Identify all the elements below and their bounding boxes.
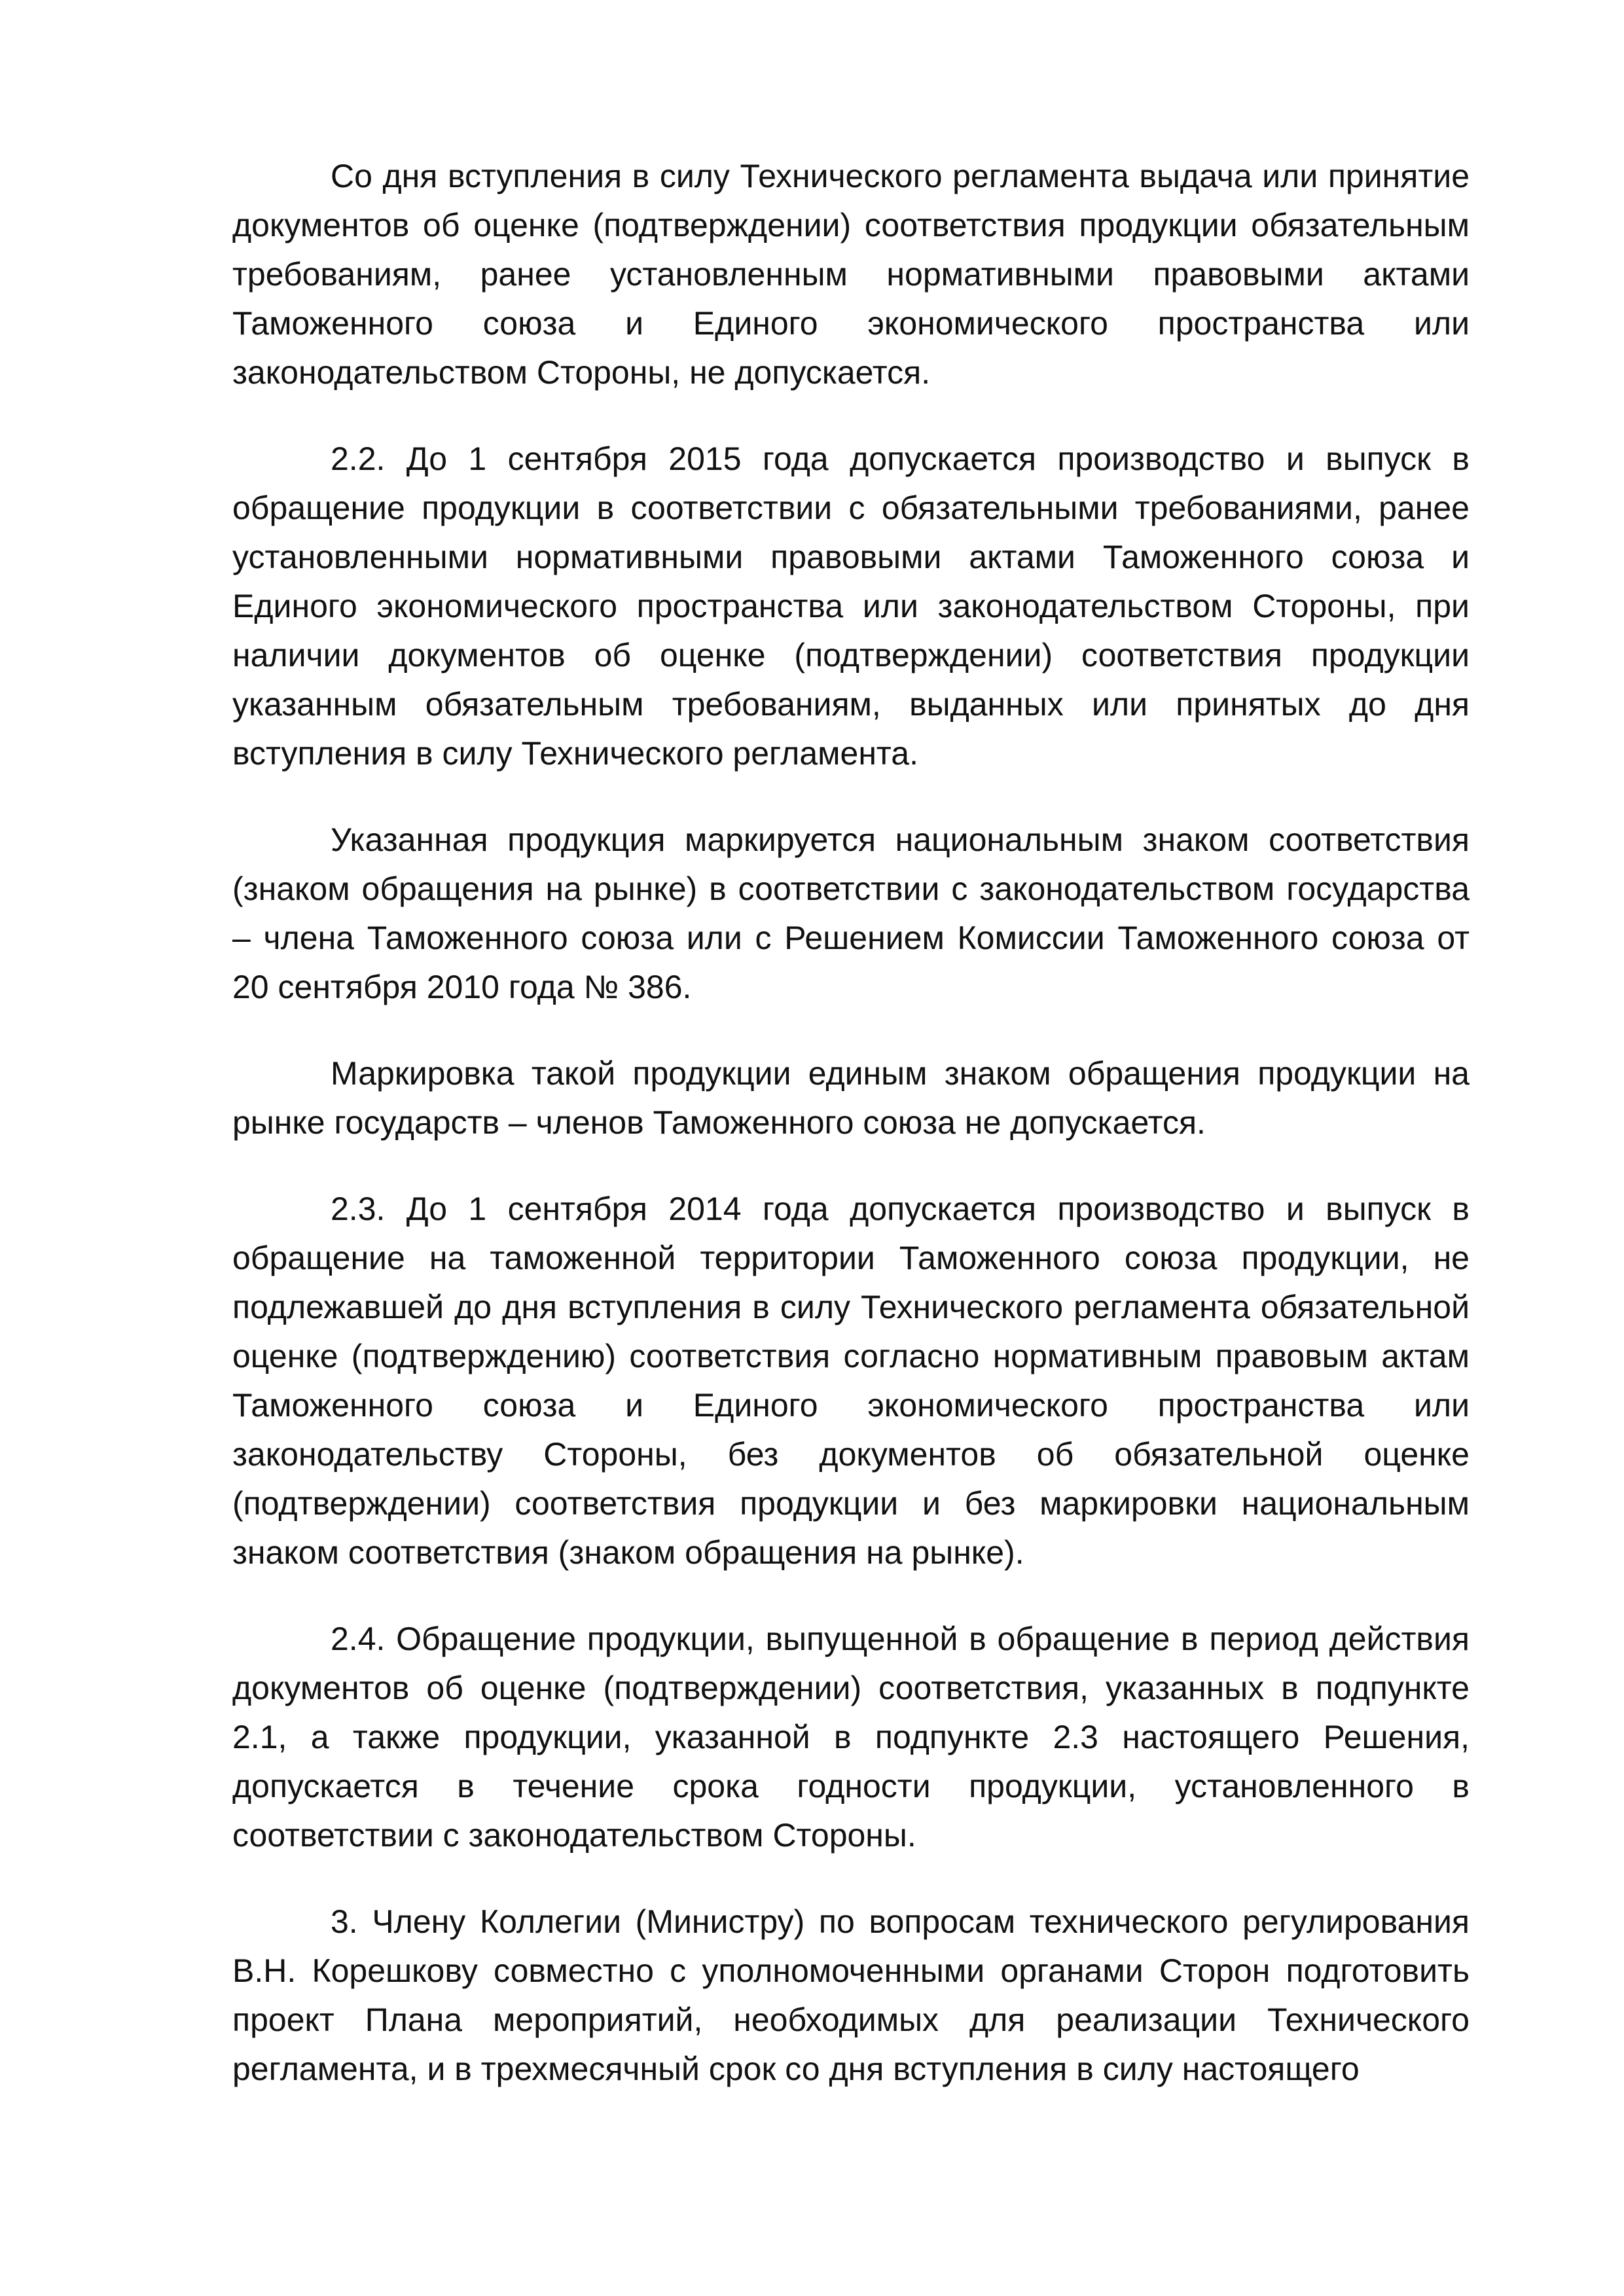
paragraph-2-3: 2.3. До 1 сентября 2014 года допускается производство и выпуск в обращение на таможенной территории Таможенного союза продукции, не подлежавшей до дня вступления в силу Технического регламента обязательной оценке (подтверждению) соответствия согласно нормативным правовым актам Таможенного союза и Единого экономического пространства или законодательству Стороны, без документов об обязательной оценке (подтверждении) соответствия продукции и без маркировки национальным знаком соответствия (знаком обращения на рынке). <box>232 1191 1470 1571</box>
paragraph-2-2: 2.2. До 1 сентября 2015 года допускается производство и выпуск в обращение продукции в соответствии с обязательными требованиями, ранее установленными нормативными правовыми актами Таможенного союза и Единого экономического пространства или законодательством Стороны, при наличии документов об оценке (подтверждении) соответствия продукции указанным обязательным требованиям, выданных или принятых до дня вступления в силу Технического регламента. <box>232 440 1470 772</box>
paragraph-3: 3. Члену Коллегии (Министру) по вопросам технического регулирования В.Н. Корешкову совместно с уполномоченными органами Сторон подготовить проект Плана мероприятий, необходимых для реализации Технического регламента, и в трехмесячный срок со дня вступления в силу настоящего <box>232 1903 1470 2087</box>
paragraph-national-marking: Указанная продукция маркируется национальным знаком соответствия (знаком обращения на рынке) в соответствии с законодательством государства – члена Таможенного союза или с Решением Комиссии Таможенного союза от 20 сентября 2010 года № 386. <box>232 821 1470 1005</box>
document-body <box>232 152 1470 2094</box>
paragraph-2-4: 2.4. Обращение продукции, выпущенной в обращение в период действия документов об оценке (подтверждении) соответствия, указанных в подпункте 2.1, а также продукции, указанной в подпункте 2.3 настоящего Решения, допускается в течение срока годности продукции, установленного в соответствии с законодательством Стороны. <box>232 1621 1470 1854</box>
paragraph-certificates-prohibited: Со дня вступления в силу Технического регламента выдача или принятие документов об оценке (подтверждении) соответствия продукции обязательным требованиям, ранее установленным нормативными правовыми актами Таможенного союза и Единого экономического пространства или законодательством Стороны, не допускается. <box>232 158 1470 391</box>
paragraph-single-mark-prohibited: Маркировка такой продукции единым знаком обращения продукции на рынке государств – членов Таможенного союза не допускается. <box>232 1055 1470 1141</box>
